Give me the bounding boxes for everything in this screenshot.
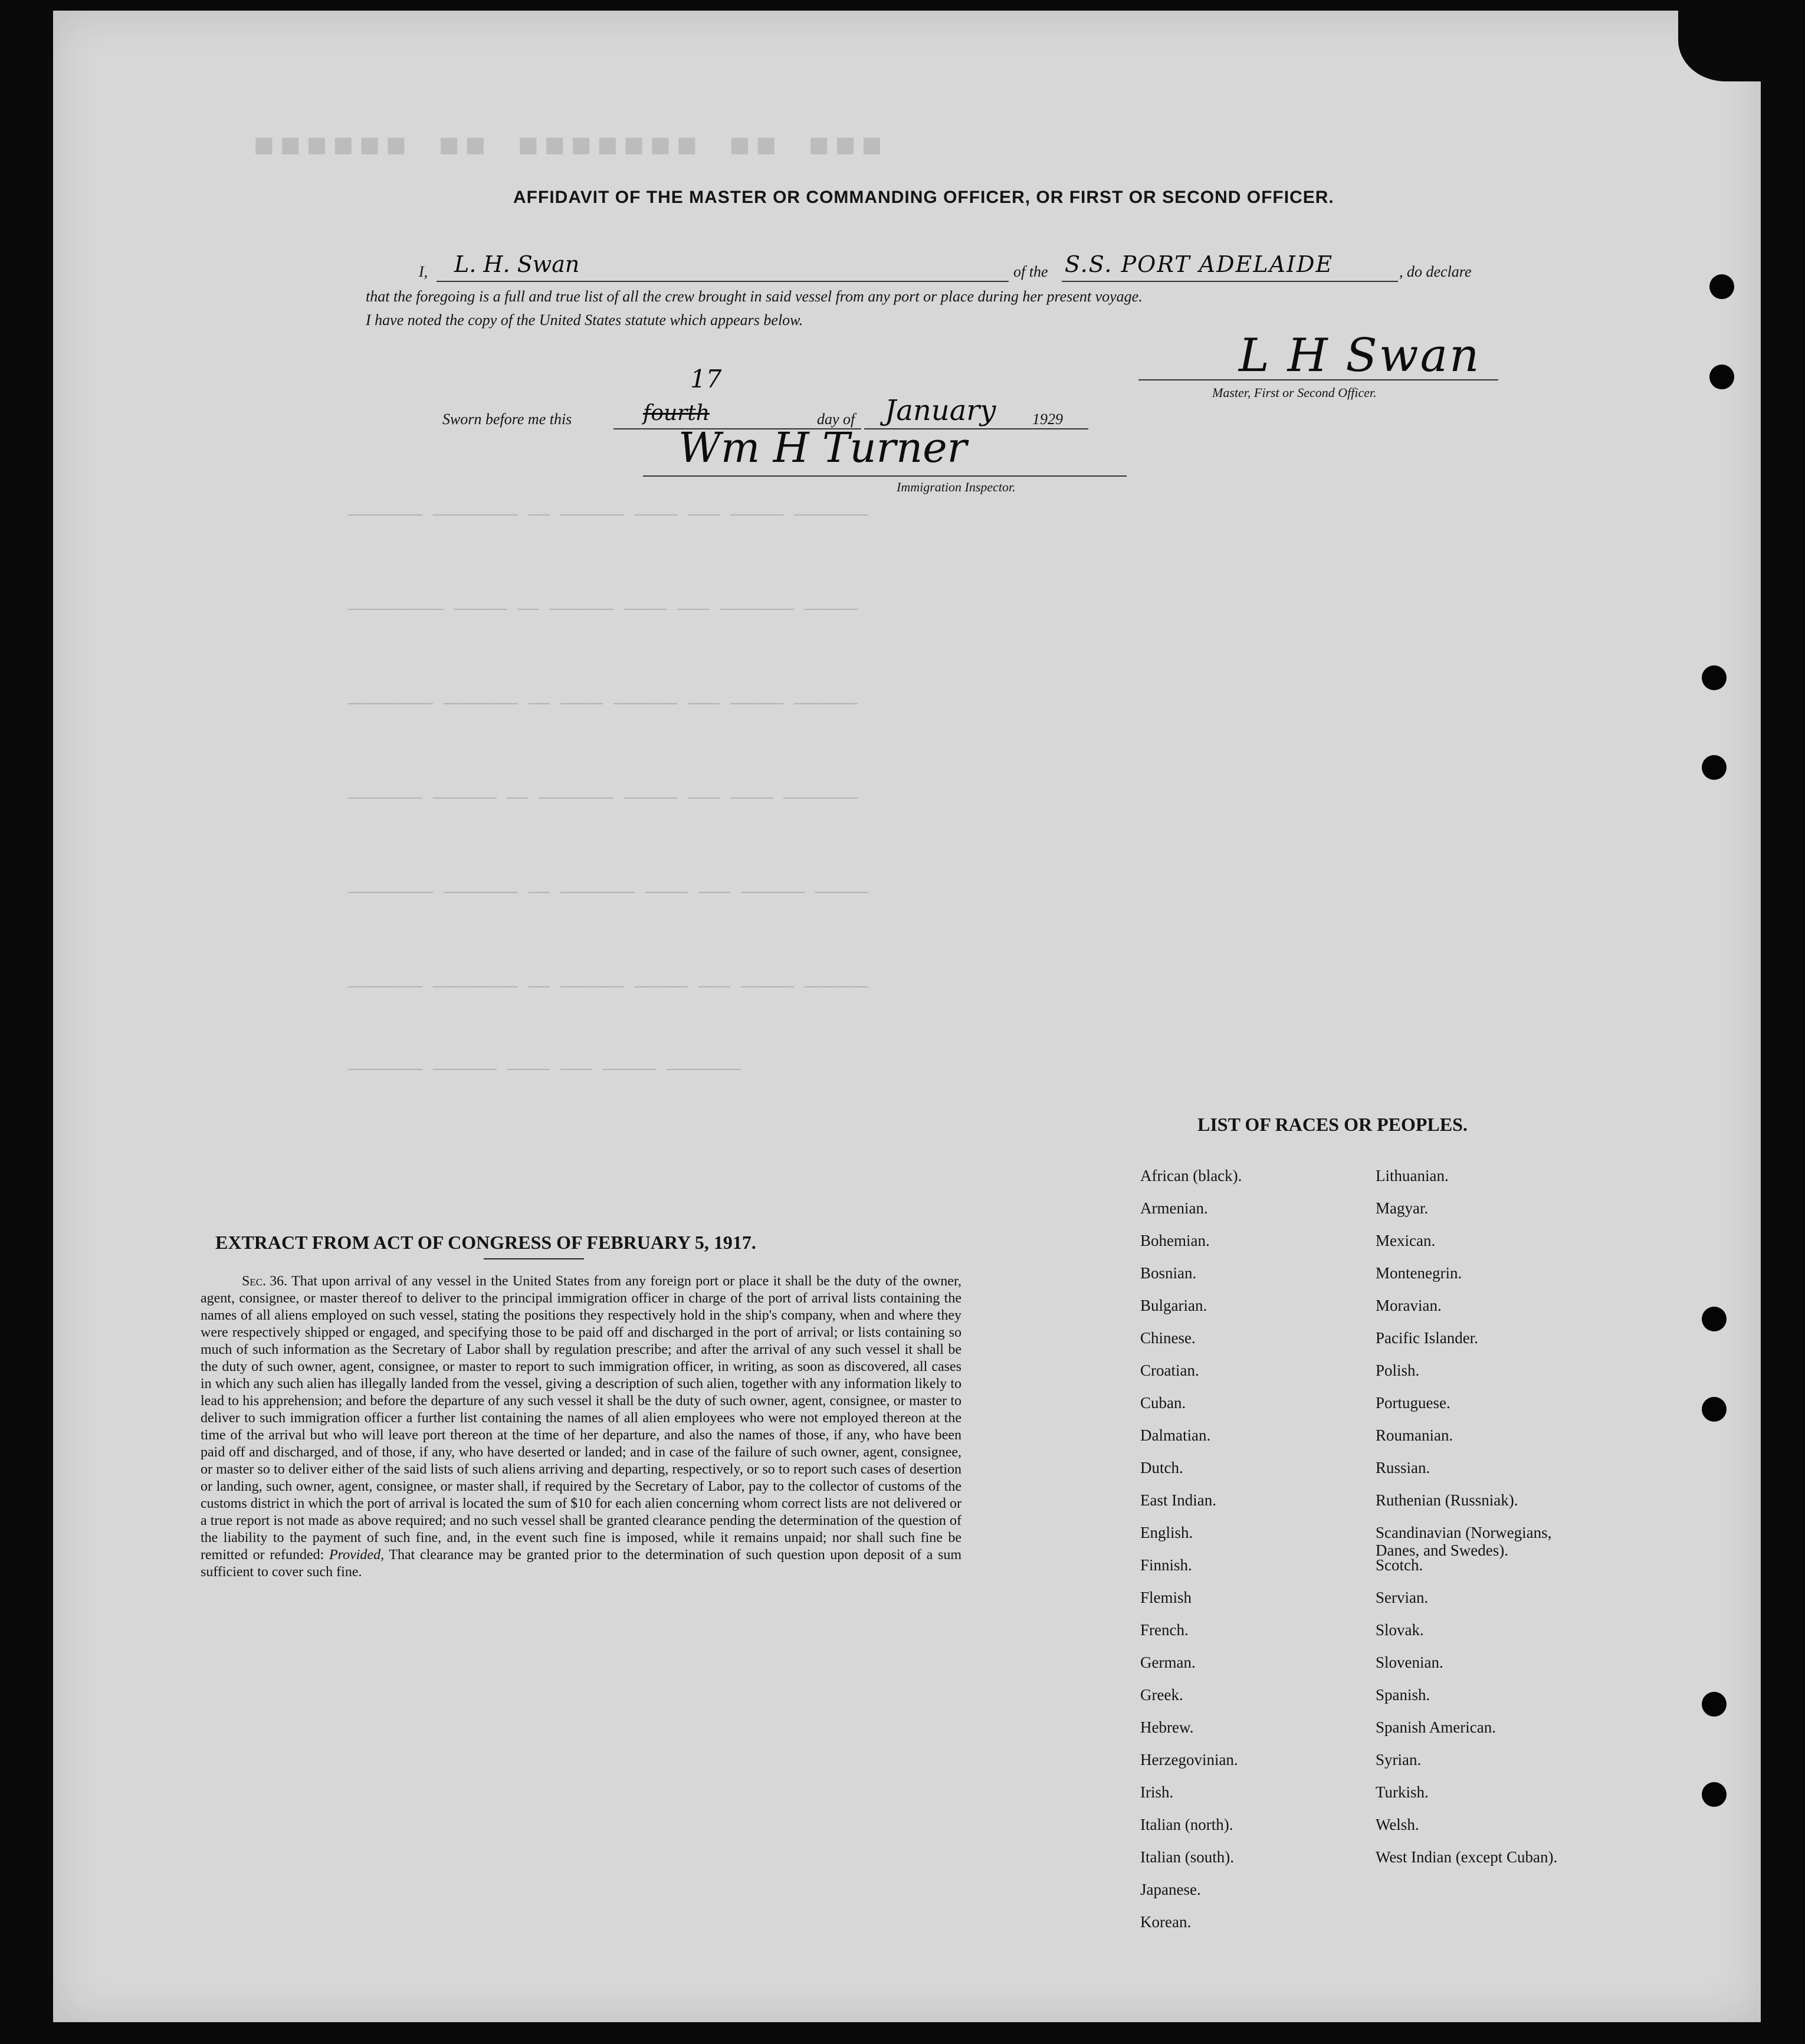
- extract-body: [201, 1273, 961, 1581]
- bleed-through-text: ────── ───── ─── ────── ──── ── ─────── ────────: [348, 695, 858, 715]
- race-entry: Cuban.: [1140, 1394, 1186, 1412]
- races-left-column: [1140, 1167, 1364, 1945]
- extract-proviso-text: That clearance may be granted prior to the determination of such question upon deposit of a sum sufficient to cover such fine.: [201, 1547, 962, 1580]
- race-entry: Croatian.: [1140, 1361, 1199, 1379]
- vessel-blank: [1062, 281, 1398, 282]
- extract-title: EXTRACT FROM ACT OF CONGRESS OF FEBRUARY 5, 1917.: [215, 1232, 756, 1253]
- race-entry: Welsh.: [1376, 1816, 1419, 1833]
- extract-proviso-label: Provided,: [329, 1547, 385, 1563]
- bleed-through-text: ─────── ──── ─── ───── ─────── ── ────── ───────: [348, 789, 858, 809]
- race-entry: Mexican.: [1376, 1232, 1436, 1249]
- bleed-through-text: ─────── ───── ─── ──── ────── ── ──────── ───────: [348, 506, 869, 526]
- inspector-signature: Wm H Turner: [678, 424, 967, 472]
- sworn-month: January: [885, 394, 996, 427]
- master-signature-caption: Master, First or Second Officer.: [1212, 385, 1377, 400]
- race-entry: West Indian (except Cuban).: [1376, 1848, 1558, 1866]
- sworn-day-struck: fourth: [643, 401, 710, 425]
- race-entry: African (black).: [1140, 1167, 1242, 1185]
- race-entry: French.: [1140, 1621, 1189, 1639]
- race-entry: Roumanian.: [1376, 1426, 1453, 1444]
- punch-hole: [1702, 1307, 1727, 1331]
- extract-section-label: Sec. 36.: [242, 1274, 288, 1289]
- race-entry: Italian (north).: [1140, 1816, 1233, 1833]
- vessel-label: of the: [1013, 263, 1048, 280]
- race-entry: Russian.: [1376, 1459, 1430, 1477]
- race-entry: Magyar.: [1376, 1199, 1429, 1217]
- master-signature: L H Swan: [1239, 329, 1481, 382]
- extract-section-text: That upon arrival of any vessel in the United States from any foreign port or place it shall be the duty of the owner, agent, consignee, or master thereof to deliver to the principal immigration officer in charge of the port of arrival lists containing the names of all aliens employed on such vessel, stating the positions they respectively hold in the ship's company, when and where they were respectively shipped or engaged, and specifying those to be paid off and discharged in the port of arrival; or lists containing so much of such information as the Secretary of Labor shall by regulation prescribe; and after the arrival of any such vessel it shall be the duty of such owner, agent, consignee, or master to report to such immigration officer, in writing, as soon as discovered, all cases in which any such alien has illegally landed from the vessel, giving a description of such alien, together with any information likely to lead to his apprehension; and before the departure of any such vessel it shall be the duty of such owner, agent, consignee, or master to deliver to such immigration officer a further list containing the names of all alien employees who were not employed thereon at the time of the arrival but who will leave port thereon at the time of her departure, and also the names of those, if any, who have been paid off and discharged, and of those, if any, who have deserted or landed; and in case of the failure of such owner, agent, consignee, or master so to deliver either of the said lists of such aliens arriving and departing, respectively, or so to report such cases of desertion or landing, such owner, agent, consignee, or master shall, if required by the Secretary of Labor, pay to the collector of customs of the customs district in which the port of arrival is located the sum of $10 for each alien concerning whom correct lists are not delivered or a true report is not made as above required; and no such vessel shall be granted clearance pending the determination of the question of the liability to the payment of such fine, and, in the event such fine is imposed, while it remains unpaid; nor shall such fine be remitted or refunded:: [201, 1274, 961, 1563]
- race-entry: Armenian.: [1140, 1199, 1208, 1217]
- race-entry: Slovak.: [1376, 1621, 1424, 1639]
- race-entry: Ruthenian (Russniak).: [1376, 1491, 1518, 1509]
- master-signature-line: [1138, 379, 1498, 380]
- inspector-signature-line: [643, 475, 1127, 477]
- races-title: LIST OF RACES OR PEOPLES.: [1197, 1114, 1468, 1135]
- race-entry: Turkish.: [1376, 1783, 1429, 1801]
- race-entry: Scotch.: [1376, 1556, 1423, 1574]
- inspector-caption: Immigration Inspector.: [897, 480, 1016, 494]
- race-entry: Korean.: [1140, 1913, 1192, 1931]
- race-entry: Scandinavian (Norwegians, Danes, and Swedes).: [1376, 1524, 1552, 1559]
- sworn-year: 1929: [1032, 411, 1063, 428]
- punch-hole: [1702, 665, 1727, 690]
- race-entry: Syrian.: [1376, 1751, 1422, 1769]
- race-entry: Finnish.: [1140, 1556, 1192, 1574]
- declarant-name: L. H. Swan: [454, 251, 580, 277]
- race-entry: English.: [1140, 1524, 1193, 1541]
- race-entry: Portuguese.: [1376, 1394, 1450, 1412]
- declarant-prefix: I,: [419, 263, 428, 280]
- affidavit-statement-line-3: I have noted the copy of the United States statute which appears below.: [366, 311, 803, 329]
- sworn-day: 17: [690, 365, 722, 393]
- extract-title-rule: [484, 1258, 584, 1259]
- race-entry: Bohemian.: [1140, 1232, 1210, 1249]
- punch-hole: [1702, 1692, 1727, 1717]
- punch-hole: [1709, 365, 1734, 389]
- punch-hole: [1702, 1397, 1727, 1422]
- race-entry: Dutch.: [1140, 1459, 1183, 1477]
- torn-corner: [1678, 11, 1761, 81]
- race-entry: Italian (south).: [1140, 1848, 1234, 1866]
- race-entry: Dalmatian.: [1140, 1426, 1211, 1444]
- vessel-name: S.S. PORT ADELAIDE: [1065, 251, 1334, 277]
- punch-hole: [1702, 755, 1727, 780]
- sworn-prefix: Sworn before me this: [442, 411, 572, 428]
- bleed-through-text: ────── ───── ─── ───── ────── ── ──────── ───────: [348, 978, 869, 998]
- declarant-blank: [437, 281, 1009, 282]
- race-entry: German.: [1140, 1653, 1196, 1671]
- race-entry: Moravian.: [1376, 1297, 1442, 1314]
- race-entry: Chinese.: [1140, 1329, 1196, 1347]
- race-entry: Flemish: [1140, 1589, 1192, 1606]
- race-entry: Spanish.: [1376, 1686, 1430, 1704]
- affidavit-statement-line-2: that the foregoing is a full and true list of all the crew brought in said vessel from any port or place during her present voyage.: [366, 288, 1143, 305]
- race-entry: Greek.: [1140, 1686, 1183, 1704]
- bleed-through-text: ─────── ───── ─── ──── ────── ───────: [348, 1061, 741, 1081]
- race-entry: Pacific Islander.: [1376, 1329, 1478, 1347]
- punch-hole: [1709, 274, 1734, 299]
- race-entry: Slovenian.: [1376, 1653, 1443, 1671]
- race-entry: Lithuanian.: [1376, 1167, 1449, 1185]
- race-entry: Servian.: [1376, 1589, 1429, 1606]
- race-entry: Irish.: [1140, 1783, 1174, 1801]
- races-right-column: [1376, 1167, 1576, 1881]
- race-entry: Polish.: [1376, 1361, 1420, 1379]
- document-page: [53, 11, 1761, 2022]
- race-entry: East Indian.: [1140, 1491, 1216, 1509]
- punch-hole: [1702, 1782, 1727, 1807]
- race-entry: Japanese.: [1140, 1881, 1201, 1898]
- sworn-day-of: day of: [817, 411, 855, 428]
- race-entry: Spanish American.: [1376, 1718, 1496, 1736]
- race-entry: Bosnian.: [1140, 1264, 1197, 1282]
- declare-suffix: , do declare: [1399, 263, 1472, 280]
- race-entry: Bulgarian.: [1140, 1297, 1207, 1314]
- affidavit-title: AFFIDAVIT OF THE MASTER OR COMMANDING OFFICER, OR FIRST OR SECOND OFFICER.: [513, 188, 1334, 207]
- race-entry: Montenegrin.: [1376, 1264, 1462, 1282]
- race-entry: Hebrew.: [1140, 1718, 1194, 1736]
- bleed-through-text: ■■■ ■■ ■■■■■■■ ■■ ■■■■■■: [248, 129, 882, 167]
- race-entry: Herzegovinian.: [1140, 1751, 1238, 1769]
- bleed-through-text: ───── ─────── ─── ──── ────── ── ───── ─────────: [348, 601, 858, 621]
- bleed-through-text: ───── ────── ─── ──── ─────── ── ─────── ────────: [348, 884, 869, 904]
